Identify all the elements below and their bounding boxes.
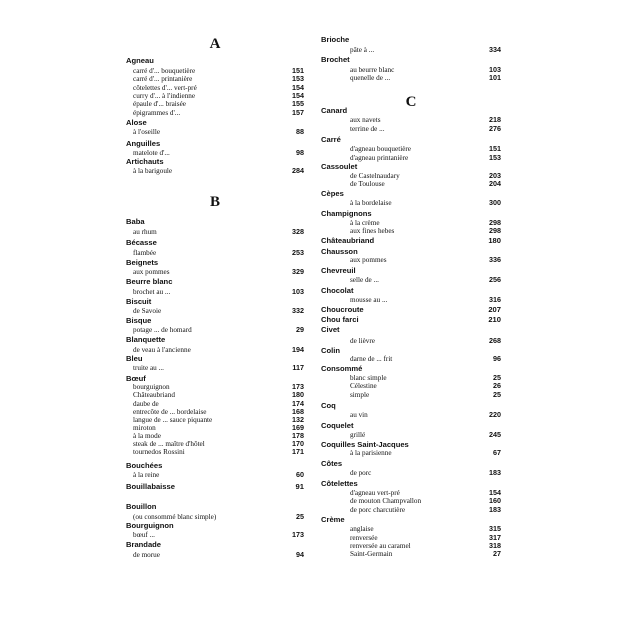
page-number: 25 [493, 390, 501, 399]
section-letter: B [209, 194, 220, 210]
page-number: 132 [292, 415, 304, 424]
entry-label: à la crème [350, 219, 380, 227]
index-entry [321, 460, 501, 468]
page-number: 170 [292, 439, 304, 448]
index-subentry [321, 355, 501, 363]
index-subentry [126, 149, 304, 157]
index-subentry [126, 109, 304, 117]
page-number: 171 [292, 447, 304, 456]
entry-label: steak de ... maître d'hôtel [133, 440, 205, 448]
page-number: 153 [292, 74, 304, 83]
entry-label: carré d'... printanière [133, 75, 193, 83]
page-number: 207 [488, 305, 501, 314]
entry-label: de veau à l'ancienne [133, 346, 191, 354]
entry-heading: Bécasse [126, 238, 157, 247]
entry-heading: Choucroute [321, 305, 364, 314]
page-number: 96 [493, 354, 501, 363]
entry-label: de Toulouse [350, 180, 385, 188]
entry-heading: Coquilles Saint-Jacques [321, 440, 409, 449]
index-subentry [126, 416, 304, 424]
index-subentry [321, 534, 501, 542]
entry-heading: Blanquette [126, 335, 166, 344]
entry-label: de porc charcutière [350, 506, 406, 514]
entry-heading: Bouillon [126, 502, 157, 511]
index-subentry [126, 432, 304, 440]
page-number: 154 [489, 488, 501, 497]
entry-label: darne de ... frit [350, 355, 393, 363]
page-number: 183 [489, 505, 501, 514]
page-number: 298 [489, 218, 501, 227]
entry-heading: Beignets [126, 258, 159, 267]
page-number: 183 [489, 468, 501, 477]
page-number: 153 [489, 153, 501, 162]
entry-label: flambée [133, 249, 157, 257]
index-subentry [321, 145, 501, 153]
index-entry [126, 483, 304, 491]
entry-heading: Côtelettes [321, 479, 358, 488]
page-number: 218 [489, 115, 501, 124]
page-number: 25 [493, 373, 501, 382]
index-entry [321, 347, 501, 355]
page-number: 318 [489, 541, 501, 550]
page-number: 67 [493, 448, 501, 457]
entry-label: d'agneau printanière [350, 154, 409, 162]
index-subentry [126, 408, 304, 416]
index-entry [126, 278, 304, 286]
index-entry [126, 57, 304, 65]
entry-label: de Castelnaudary [350, 172, 400, 180]
entry-label: selle de ... [350, 276, 379, 284]
index-subentry [126, 448, 304, 456]
index-subentry [126, 128, 304, 136]
page-number: 151 [489, 144, 501, 153]
index-subentry [126, 167, 304, 175]
entry-label: au beurre blanc [350, 66, 395, 74]
index-subentry [126, 531, 304, 539]
entry-heading: Artichauts [126, 157, 164, 166]
page-number: 29 [296, 325, 304, 334]
entry-label: au rhum [133, 228, 157, 236]
index-subentry [321, 542, 501, 550]
page-number: 151 [292, 66, 304, 75]
index-entry [126, 355, 304, 363]
index-subentry [321, 506, 501, 514]
entry-heading: Bœuf [126, 374, 146, 383]
entry-label: à la reine [133, 471, 160, 479]
index-entry [126, 140, 304, 148]
page-number: 174 [292, 399, 304, 408]
entry-heading: Coquelet [321, 421, 354, 430]
entry-label: Célestine [350, 382, 377, 390]
entry-label: de morue [133, 551, 160, 559]
index-entry [126, 317, 304, 325]
page-number: 168 [292, 407, 304, 416]
page-number: 220 [489, 410, 501, 419]
entry-label: brochet au ... [133, 288, 171, 296]
entry-label: matelote d'... [133, 149, 170, 157]
entry-label: Saint-Germain [350, 550, 393, 558]
section-letter: C [405, 94, 417, 110]
index-subentry [321, 74, 501, 82]
index-subentry [126, 440, 304, 448]
entry-heading: Brochet [321, 55, 350, 64]
entry-label: d'agneau bouquetière [350, 145, 411, 153]
index-subentry [321, 469, 501, 477]
index-entry [126, 158, 304, 166]
index-subentry [126, 346, 304, 354]
entry-heading: Civet [321, 325, 340, 334]
entry-label: à la parisienne [350, 449, 392, 457]
entry-heading: Bleu [126, 354, 143, 363]
entry-label: épigrammes d'... [133, 109, 181, 117]
entry-heading: Brandade [126, 540, 162, 549]
entry-heading: Chevreuil [321, 266, 356, 275]
page-number: 94 [296, 550, 304, 559]
index-subentry [321, 411, 501, 419]
index-subentry [321, 550, 501, 558]
index-subentry [126, 364, 304, 372]
entry-label: de Savoie [133, 307, 162, 315]
index-entry [321, 516, 501, 524]
index-subentry [321, 276, 501, 284]
entry-label: terrine de ... [350, 125, 385, 133]
entry-label: langue de ... sauce piquante [133, 416, 213, 424]
index-entry [321, 136, 501, 144]
entry-heading: Cassoulet [321, 162, 358, 171]
page-number: 157 [292, 108, 304, 117]
entry-label: de lièvre [350, 337, 375, 345]
page-number: 328 [292, 227, 304, 236]
entry-label: renversée au caramel [350, 542, 411, 550]
page-number: 336 [489, 255, 501, 264]
index-entry [126, 462, 304, 470]
index-subentry [126, 307, 304, 315]
index-subentry [321, 219, 501, 227]
page-number: 180 [292, 390, 304, 399]
index-entry [321, 248, 501, 256]
page-number: 117 [292, 363, 304, 372]
entry-label: bourguignon [133, 383, 170, 391]
entry-heading: Bouchées [126, 461, 163, 470]
entry-heading: Alose [126, 118, 147, 127]
index-subentry [126, 551, 304, 559]
page-number: 334 [489, 45, 501, 54]
index-entry [321, 237, 501, 245]
index-subentry [126, 67, 304, 75]
entry-heading: Chausson [321, 247, 358, 256]
index-entry [321, 190, 501, 198]
index-subentry [321, 525, 501, 533]
page-number: 60 [296, 470, 304, 479]
entry-heading: Coq [321, 401, 336, 410]
entry-heading: Biscuit [126, 297, 152, 306]
entry-label: renversée [350, 534, 378, 542]
index-entry [126, 298, 304, 306]
page-number: 169 [292, 423, 304, 432]
page-number: 155 [292, 99, 304, 108]
section-letter: A [209, 36, 221, 52]
index-subentry [126, 288, 304, 296]
index-entry [321, 441, 501, 449]
entry-label: à la bordelaise [350, 199, 392, 207]
page-number: 160 [489, 496, 501, 505]
entry-label: à la mode [133, 432, 161, 440]
page-number: 317 [489, 533, 501, 542]
entry-heading: Chou farci [321, 315, 359, 324]
index-subentry [321, 256, 501, 264]
page-number: 180 [488, 236, 501, 245]
index-subentry [321, 199, 501, 207]
index-subentry [321, 125, 501, 133]
index-entry [321, 287, 501, 295]
index-subentry [321, 489, 501, 497]
entry-label: côtelettes d'... vert-pré [133, 84, 197, 92]
page-number: 203 [489, 171, 501, 180]
index-subentry [126, 228, 304, 236]
entry-label: aux pommes [350, 256, 387, 264]
entry-heading: Châteaubriand [321, 236, 375, 245]
index-subentry [321, 180, 501, 188]
entry-label: bœuf ... [133, 531, 155, 539]
page-number: 245 [489, 430, 501, 439]
index-entry [126, 239, 304, 247]
entry-label: blanc simple [350, 374, 387, 382]
index-entry [321, 326, 501, 334]
index-subentry [126, 249, 304, 257]
index-entry [321, 306, 501, 314]
entry-label: d'agneau vert-pré [350, 489, 400, 497]
index-entry [126, 119, 304, 127]
page-number: 173 [292, 382, 304, 391]
page-number: 315 [489, 524, 501, 533]
entry-heading: Brioche [321, 35, 350, 44]
entry-label: pâte à ... [350, 46, 375, 54]
index-entry [321, 163, 501, 171]
index-subentry [321, 154, 501, 162]
page-number: 300 [489, 198, 501, 207]
page-number: 298 [489, 226, 501, 235]
index-subentry [126, 100, 304, 108]
index-entry [321, 267, 501, 275]
entry-heading: Champignons [321, 209, 372, 218]
page-number: 194 [292, 345, 304, 354]
index-subentry [126, 268, 304, 276]
index-subentry [126, 513, 304, 521]
page-number: 332 [292, 306, 304, 315]
entry-heading: Canard [321, 106, 348, 115]
index-subentry [321, 116, 501, 124]
entry-heading: Agneau [126, 56, 154, 65]
index-subentry [126, 84, 304, 92]
entry-label: de porc [350, 469, 372, 477]
page-number: 256 [489, 275, 501, 284]
index-subentry [321, 497, 501, 505]
index-entry [321, 480, 501, 488]
index-subentry [321, 374, 501, 382]
index-entry [321, 316, 501, 324]
page-number: 25 [296, 512, 304, 521]
page-number: 103 [489, 65, 501, 74]
entry-label: grillé [350, 431, 366, 439]
index-subentry [321, 296, 501, 304]
page-number: 154 [292, 83, 304, 92]
index-subentry [126, 400, 304, 408]
page-number: 26 [493, 381, 501, 390]
index-subentry [321, 172, 501, 180]
index-entry [126, 375, 304, 383]
entry-label: à la barigoule [133, 167, 173, 175]
entry-label: épaule d'... braisée [133, 100, 186, 108]
index-subentry [126, 326, 304, 334]
entry-label: truite au ... [133, 364, 164, 372]
entry-label: miroton [133, 424, 156, 432]
page-number: 329 [292, 267, 304, 276]
index-entry [321, 56, 501, 64]
index-entry [321, 36, 501, 44]
index-subentry [321, 382, 501, 390]
entry-heading: Bourguignon [126, 521, 174, 530]
entry-label: daube de [133, 400, 159, 408]
entry-label: quenelle de ... [350, 74, 391, 82]
page-number: 284 [292, 166, 304, 175]
entry-label: à l'oseille [133, 128, 161, 136]
entry-label: Châteaubriand [133, 391, 175, 399]
entry-label: potage ... de homard [133, 326, 192, 334]
page-number: 210 [488, 315, 501, 324]
entry-label: carré d'... bouquetière [133, 67, 196, 75]
index-subentry [321, 431, 501, 439]
page-number: 268 [489, 336, 501, 345]
page-number: 204 [489, 179, 501, 188]
index-subentry [321, 46, 501, 54]
index-subentry [321, 391, 501, 399]
index-entry [126, 503, 304, 511]
index-entry [126, 259, 304, 267]
index-subentry [321, 66, 501, 74]
index-entry [126, 541, 304, 549]
page-number: 178 [292, 431, 304, 440]
entry-label: entrecôte de ... bordelaise [133, 408, 207, 416]
entry-heading: Bouillabaisse [126, 482, 175, 491]
entry-label: au vin [350, 411, 368, 419]
entry-label: curry d'... à l'indienne [133, 92, 196, 100]
entry-heading: Côtes [321, 459, 343, 468]
entry-heading: Crème [321, 515, 345, 524]
page-number: 27 [493, 549, 501, 558]
entry-label: (ou consommé blanc simple) [133, 513, 217, 521]
index-entry [126, 336, 304, 344]
index-entry [321, 210, 501, 218]
page-number: 154 [292, 91, 304, 100]
entry-label: de mouton Champvallon [350, 497, 422, 505]
page-number: 98 [296, 148, 304, 157]
index-subentry [321, 449, 501, 457]
page-number: 88 [296, 127, 304, 136]
index-subentry [126, 471, 304, 479]
entry-label: mousse au ... [350, 296, 388, 304]
entry-heading: Carré [321, 135, 341, 144]
index-subentry [321, 227, 501, 235]
entry-heading: Beurre blanc [126, 277, 173, 286]
page-number: 101 [489, 73, 501, 82]
index-subentry [126, 92, 304, 100]
entry-heading: Chocolat [321, 286, 354, 295]
entry-label: tournedos Rossini [133, 448, 185, 456]
entry-label: anglaise [350, 525, 374, 533]
page-number: 253 [292, 248, 304, 257]
index-subentry [126, 424, 304, 432]
entry-heading: Consommé [321, 364, 363, 373]
page-number: 316 [489, 295, 501, 304]
entry-heading: Cèpes [321, 189, 344, 198]
entry-label: aux navets [350, 116, 381, 124]
index-entry [126, 522, 304, 530]
page-number: 91 [295, 482, 304, 491]
entry-label: aux fines hebes [350, 227, 395, 235]
index-entry [321, 365, 501, 373]
entry-heading: Colin [321, 346, 340, 355]
index-subentry [126, 391, 304, 399]
index-subentry [321, 337, 501, 345]
index-entry [321, 107, 501, 115]
page-number: 173 [292, 530, 304, 539]
entry-heading: Bisque [126, 316, 152, 325]
index-entry [321, 422, 501, 430]
entry-label: simple [350, 391, 370, 399]
index-entry [321, 402, 501, 410]
entry-heading: Baba [126, 217, 145, 226]
page-number: 103 [292, 287, 304, 296]
index-subentry [126, 75, 304, 83]
entry-label: aux pommes [133, 268, 170, 276]
page-number: 276 [489, 124, 501, 133]
index-entry [126, 218, 304, 226]
entry-heading: Anguilles [126, 139, 161, 148]
index-subentry [126, 383, 304, 391]
